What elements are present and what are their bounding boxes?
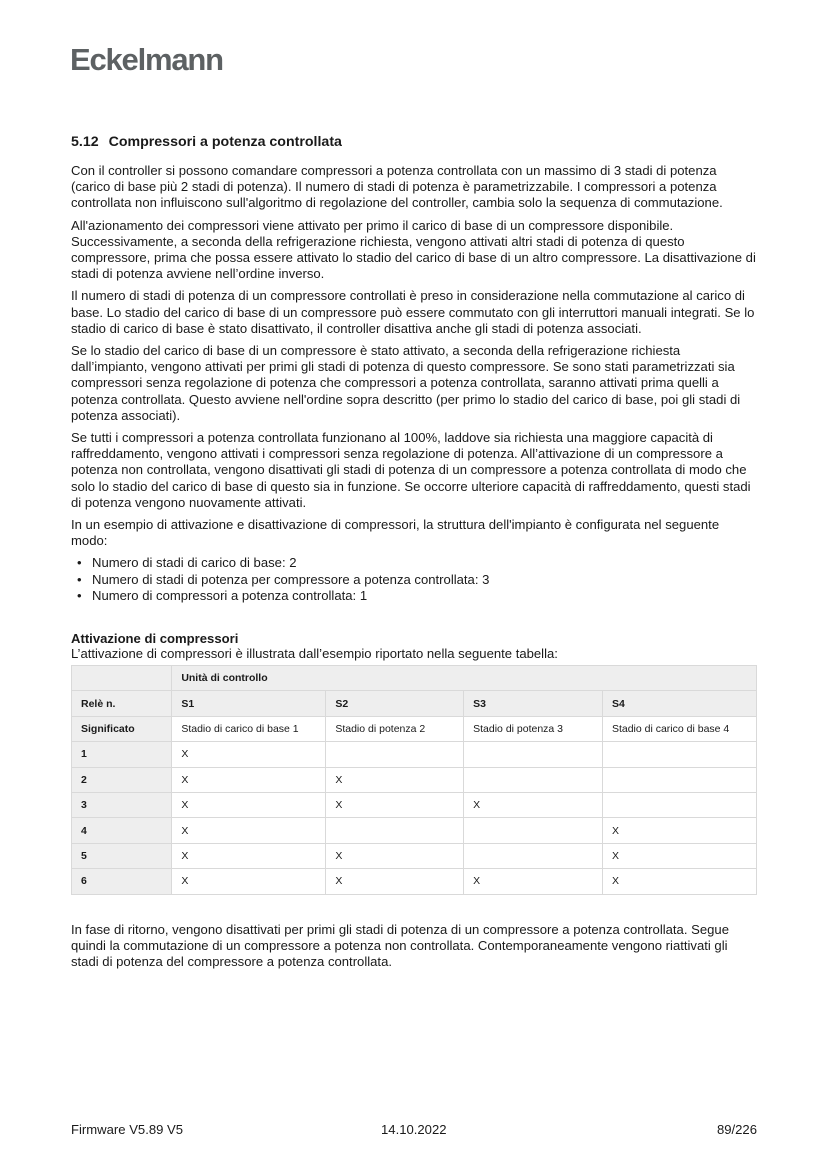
table-row	[72, 793, 757, 818]
table-cell: X	[172, 843, 326, 868]
row-number: 5	[72, 843, 172, 868]
document-body	[71, 134, 757, 976]
table-cell	[464, 843, 603, 868]
section-title: Compressori a potenza controllata	[108, 134, 342, 150]
table-cell: X	[172, 793, 326, 818]
list-item: • Numero di compressori a potenza controllata: 1	[77, 588, 757, 604]
row-number: 6	[72, 869, 172, 894]
paragraph: Se lo stadio del carico di base di un compressore è stato attivato, a seconda della refrigerazione richiesta dall’impianto, vengono attivati per primi gli stadi di potenza di questo compressore. Se sono stati parametrizzati sia compressori senza regolazione di potenza che compressori a potenza controllata, saranno attivati prima quelli a potenza controllata. Questo avviene nell'ordine sopra descritto (per primo lo stadio del carico di base, poi gli stadi di potenza associati).	[71, 343, 741, 423]
table-corner-cell	[72, 666, 172, 691]
column-header: S2	[326, 691, 464, 716]
configuration-list	[71, 555, 757, 604]
row-number: 2	[72, 767, 172, 792]
row-number: 1	[72, 742, 172, 767]
list-item: • Numero di stadi di potenza per compressore a potenza controllata: 3	[77, 572, 757, 588]
relay-label: Relè n.	[72, 691, 172, 716]
table-cell: X	[172, 742, 326, 767]
table-cell: X	[326, 869, 464, 894]
table-cell: X	[326, 843, 464, 868]
table-cell: X	[602, 843, 756, 868]
paragraph: Se tutti i compressori a potenza controllata funzionano al 100%, laddove sia richiesta una maggiore capacità di raffreddamento, vengono attivati i compressori senza regolazione di potenza. All’attivazione di un compressore a potenza non controllata, vengono disattivati gli stadi di potenza di un compressore a potenza controllata di modo che solo lo stadio del carico di base di questo sia in funzione. Se occorre ulteriore capacità di raffreddamento, questi stadi di potenza vengono nuovamente attivati.	[71, 430, 751, 510]
paragraph: Il numero di stadi di potenza di un compressore controllati è preso in considerazione nella commutazione al carico di base. Lo stadio del carico di base di un compressore può essere commutato con gli interruttori manuali integrati. Se lo stadio di carico di base è stato disattivato, il controller disattiva anche gli stadi di potenza associati.	[71, 288, 755, 336]
table-cell	[464, 742, 603, 767]
table-cell	[326, 742, 464, 767]
table-cell: X	[172, 767, 326, 792]
table-cell: X	[464, 869, 603, 894]
eckelmann-logo: Eckelmann	[70, 42, 223, 77]
meaning-cell: Stadio di carico di base 4	[602, 716, 756, 741]
table-cell: X	[326, 767, 464, 792]
subsection-intro: L’attivazione di compressori è illustrata dall’esempio riportato nella seguente tabella:	[71, 646, 558, 662]
paragraph: All'azionamento dei compressori viene attivato per primo il carico di base di un compressore disponibile. Successivamente, a seconda della refrigerazione richiesta, vengono attivati altri stadi di potenza di questo compressore, prima che possa essere attivato lo stadio del carico di base di un altro compressore. La disattivazione di stadi di potenza avviene nell’ordine inverso.	[71, 217, 756, 282]
column-header: S3	[464, 691, 603, 716]
table-header-row	[72, 691, 757, 716]
table-row	[72, 818, 757, 843]
table-cell	[464, 767, 603, 792]
column-header: S1	[172, 691, 326, 716]
table-cell	[602, 793, 756, 818]
closing-paragraph: In fase di ritorno, vengono disattivati per primi gli stadi di potenza di un compressore a potenza controllata. Segue quindi la commutazione di un compressore a potenza non controllata. Contemporaneamente vengono riattivati gli stadi di potenza del compressore a potenza controllata.	[71, 921, 729, 969]
section-heading	[71, 134, 757, 150]
section-number: 5.12	[71, 134, 99, 150]
subsection-title: Attivazione di compressori	[71, 631, 239, 647]
table-cell	[326, 818, 464, 843]
meaning-cell: Stadio di carico di base 1	[172, 716, 326, 741]
row-number: 4	[72, 818, 172, 843]
table-cell: X	[602, 869, 756, 894]
document-date: 14.10.2022	[381, 1122, 447, 1137]
table-cell: X	[172, 869, 326, 894]
paragraph: Con il controller si possono comandare compressori a potenza controllata con un massimo di 3 stadi di potenza (carico di base più 2 stadi di potenza). Il numero di stadi di potenza è parametrizzabile. I compressori a potenza controllata non influiscono sull'algoritmo di regolazione del controller, cambia solo la sequenza di commutazione.	[71, 163, 723, 211]
firmware-version: Firmware V5.89 V5	[71, 1122, 184, 1137]
meaning-row	[72, 716, 757, 741]
row-number: 3	[72, 793, 172, 818]
table-cell: X	[172, 818, 326, 843]
table-cell	[464, 818, 603, 843]
table-cell: X	[326, 793, 464, 818]
compressor-activation-table	[71, 665, 757, 895]
group-header: Unità di controllo	[172, 666, 757, 691]
meaning-cell: Stadio di potenza 2	[326, 716, 464, 741]
list-item: • Numero di stadi di carico di base: 2	[77, 555, 757, 571]
page-number: 89/226	[716, 1122, 757, 1137]
table-cell: X	[464, 793, 603, 818]
table-group-header-row	[72, 666, 757, 691]
table-cell	[602, 767, 756, 792]
table-cell: X	[602, 818, 756, 843]
meaning-cell: Stadio di potenza 3	[464, 716, 603, 741]
table-row	[72, 843, 757, 868]
table-row	[72, 869, 757, 894]
meaning-label: Significato	[72, 716, 172, 741]
table-row	[72, 767, 757, 792]
table-row	[72, 742, 757, 767]
column-header: S4	[602, 691, 756, 716]
paragraph: In un esempio di attivazione e disattivazione di compressori, la struttura dell'impianto è configurata nel seguente modo:	[71, 517, 720, 549]
table-cell	[602, 742, 756, 767]
